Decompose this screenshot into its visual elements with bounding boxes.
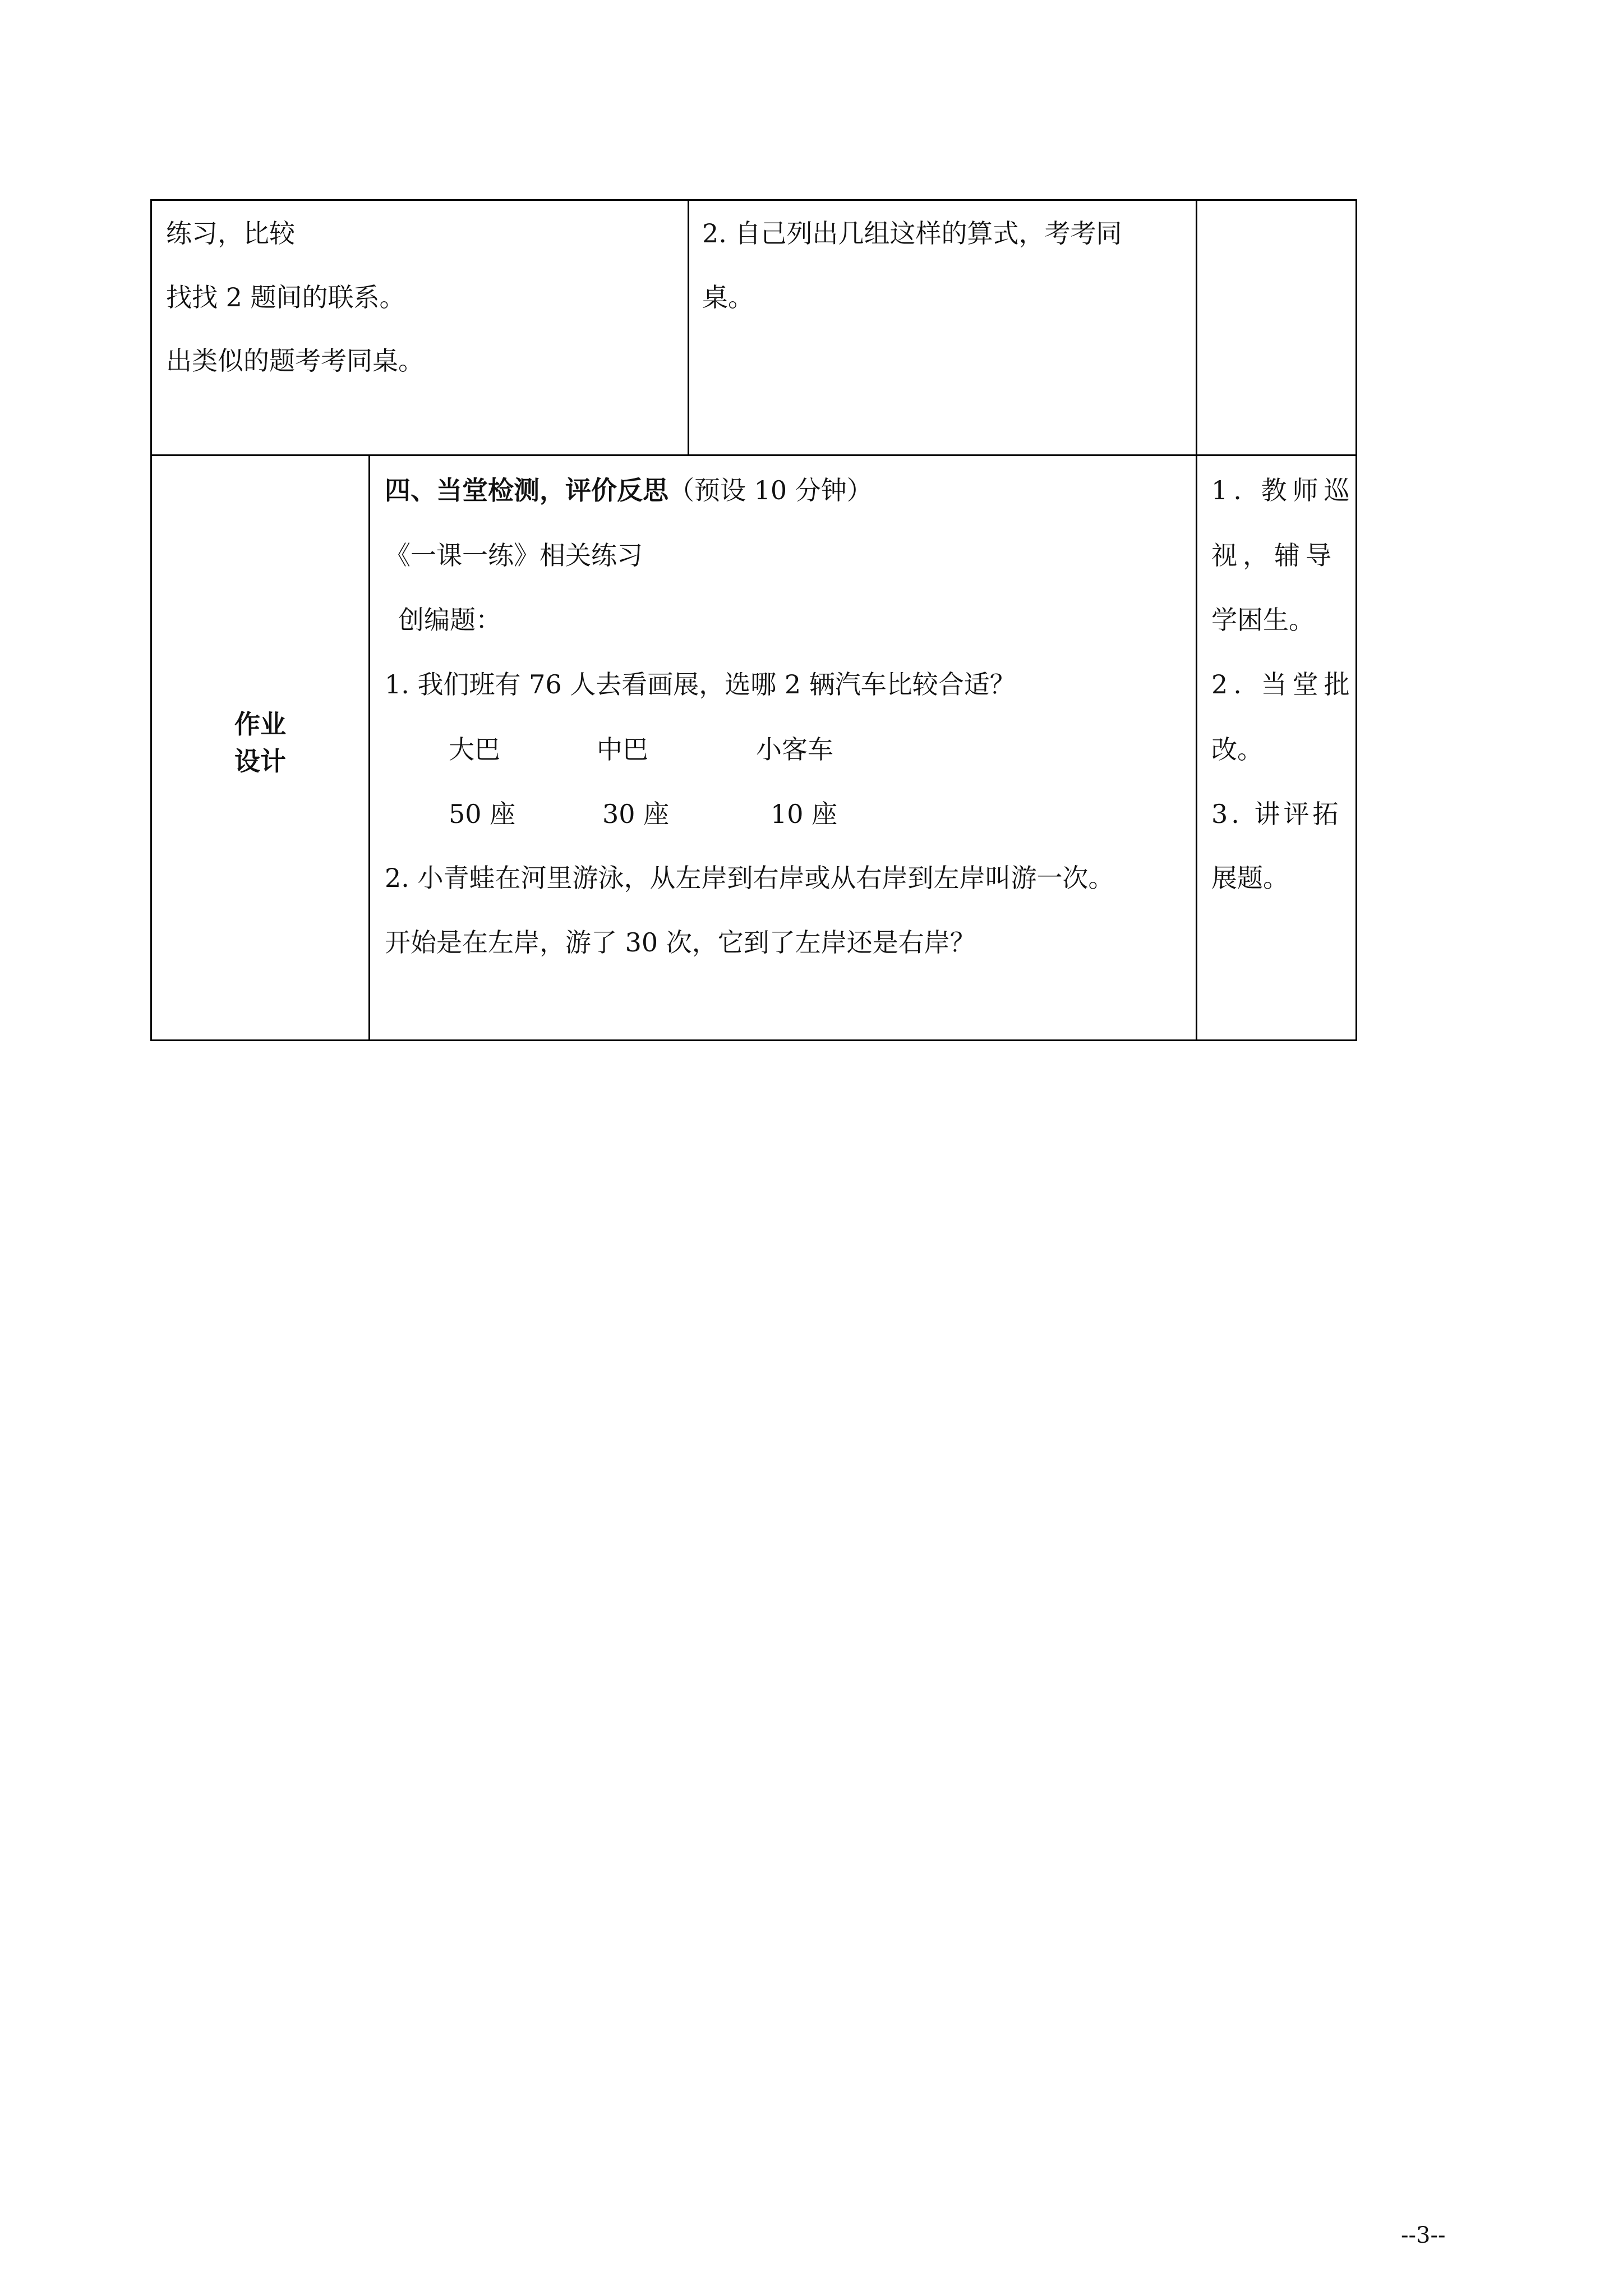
- row2-label-divider: [368, 454, 370, 1041]
- note-line: 1. 教师巡: [1211, 475, 1355, 505]
- table-border-top: [150, 199, 1357, 201]
- note-line: 3. 讲评拓: [1211, 799, 1342, 829]
- table-border-bottom: [150, 1039, 1357, 1041]
- label-line: 作业: [234, 709, 286, 739]
- row1-left-line: 练习，比较: [166, 218, 295, 249]
- table-border-right: [1355, 199, 1357, 1041]
- create-line: 创编题：: [398, 605, 501, 635]
- page-number: --3--: [1401, 2223, 1446, 2248]
- row1-left-line: 找找 2 题间的联系。: [166, 282, 405, 312]
- question-2-line1: 2. 小青蛙在河里游泳，从左岸到右岸或从右岸到左岸叫游一次。: [385, 863, 1114, 893]
- bus-name: 小客车: [756, 734, 833, 765]
- label-line: 设计: [234, 746, 286, 776]
- question-2-line2: 开始是在左岸，游了 30 次，它到了左岸还是右岸？: [385, 927, 976, 958]
- section-heading-note: （预设 10 分钟）: [668, 475, 873, 505]
- note-line: 展题。: [1211, 863, 1289, 893]
- bus-name: 大巴: [449, 734, 500, 765]
- question-1: 1. 我们班有 76 人去看画展，选哪 2 辆汽车比较合适？: [385, 669, 1016, 700]
- row1-middle-line: 桌。: [702, 282, 754, 312]
- table-row-divider: [150, 454, 1357, 456]
- note-line: 学困生。: [1211, 605, 1315, 635]
- bus-seats: 50 座: [449, 799, 516, 829]
- row1-middle-line: 2. 自己列出几组这样的算式，考考同: [702, 218, 1122, 249]
- bus-seats: 30 座: [602, 799, 670, 829]
- notes-column-divider: [1196, 199, 1197, 1041]
- section-heading: [385, 473, 873, 507]
- section-heading-bold: 四、当堂检测，评价反思: [385, 475, 668, 505]
- row2-label-cell: [153, 706, 368, 780]
- row1-left-line: 出类似的题考考同桌。: [166, 346, 424, 376]
- bus-name: 中巴: [597, 734, 648, 765]
- exercise-line: 《一课一练》相关练习: [385, 540, 643, 570]
- note-line: 2. 当堂批: [1211, 669, 1355, 700]
- row1-divider-middle: [688, 199, 689, 456]
- bus-seats: 10 座: [771, 799, 838, 829]
- table-border-left: [150, 199, 152, 1041]
- note-line: 改。: [1211, 734, 1263, 765]
- note-line: 视，辅导: [1211, 540, 1337, 570]
